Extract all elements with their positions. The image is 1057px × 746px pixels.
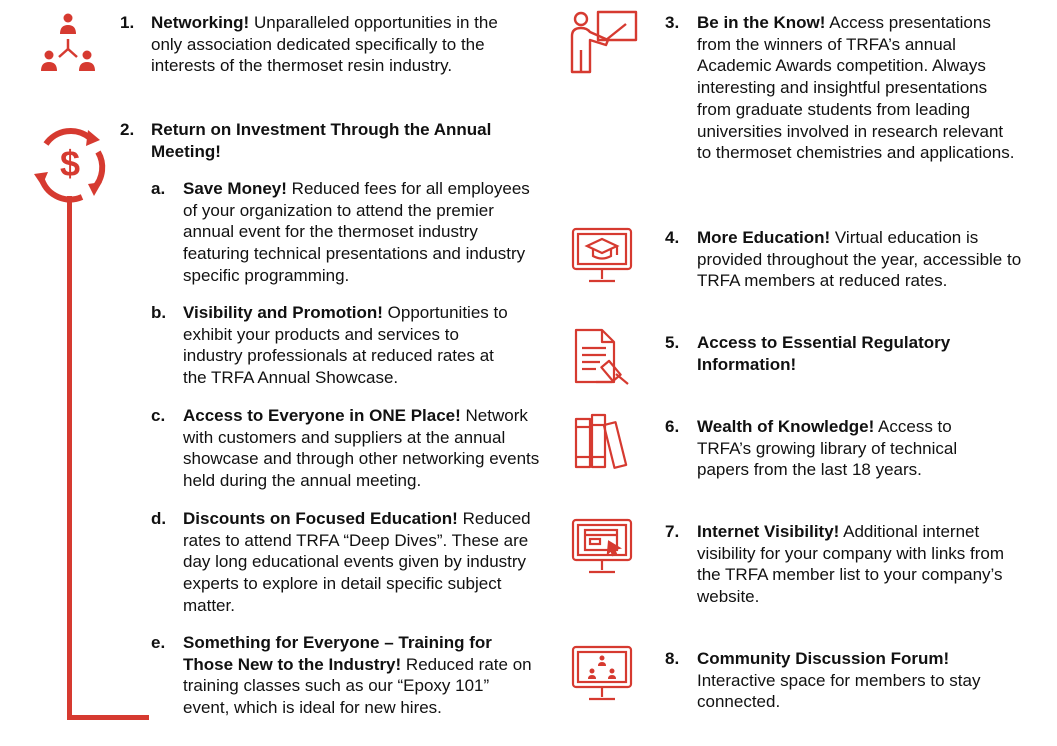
subitem-text: Reduced rate on training classes such as our “Epoxy 101” event, which is ideal for new hires.: [183, 654, 532, 718]
item-number: 3.: [665, 13, 680, 32]
people-network-icon: [40, 13, 98, 73]
item-lead: Return on Investment Through the Annual Meeting!: [151, 120, 492, 161]
subitem-text: Reduced fees for all employees of your organization to attend the premier annual event for the thermoset industry featuring technical presentations and industry specific programming.: [183, 179, 530, 285]
benefit-more-education: [665, 227, 1025, 292]
timeline-foot: [67, 715, 149, 720]
item-lead: Be in the Know!: [697, 13, 826, 32]
item-text: Virtual education is provided throughout the year, accessible to TRFA members at reduced rates.: [697, 228, 1022, 291]
item-number: 7.: [665, 522, 680, 541]
item-text: Access to TRFA’s growing library of technical papers from the last 18 years.: [697, 417, 958, 480]
item-number: 2.: [120, 120, 135, 139]
benefit-wealth-of-knowledge: [665, 416, 985, 481]
item-number: 8.: [665, 649, 680, 668]
subitem-lead: Discounts on Focused Education!: [183, 509, 458, 528]
subitem-lead: Something for Everyone – Training for Those New to the Industry!: [183, 633, 492, 674]
svg-text:$: $: [59, 143, 81, 184]
benefit-internet-visibility: [665, 521, 1015, 608]
subitem-lead: Save Money!: [183, 179, 287, 198]
subitem-access: [151, 405, 541, 492]
subitem-discounts: [151, 508, 536, 617]
item-lead: Networking!: [151, 13, 250, 32]
subitem-text: Opportunities to exhibit your products and services to industry professionals at reduced rates at the TRFA Annual Showcase.: [183, 303, 508, 388]
benefit-regulatory: [665, 332, 995, 375]
subitem-text: Reduced rates to attend TRFA “Deep Dives”. These are day long educational events given by industry experts to explore in detail specific subject matter.: [183, 509, 531, 615]
monitor-community-icon: [571, 645, 633, 703]
item-text: Access presentations from the winners of TRFA’s annual Academic Awards competition. Always interesting and insightful presentations from graduate students from leading universities involved in research relevant to thermoset chemistries and applications.: [697, 13, 1015, 163]
item-number: 5.: [665, 333, 680, 352]
item-lead: Wealth of Knowledge!: [697, 417, 875, 436]
item-text: Unparalleled opportunities in the only association dedicated specifically to the interests of the thermoset resin industry.: [151, 13, 498, 76]
item-text: Additional internet visibility for your company with links from the TRFA member list to your company’s website.: [697, 522, 1005, 607]
document-gavel-icon: [572, 328, 632, 386]
subitem-letter: e.: [151, 633, 166, 652]
books-icon: [573, 413, 635, 469]
benefit-roi: [120, 119, 530, 162]
subitem-visibility: [151, 302, 526, 389]
monitor-web-icon: [571, 518, 633, 576]
item-number: 6.: [665, 417, 680, 436]
subitem-lead: Visibility and Promotion!: [183, 303, 383, 322]
item-lead: Internet Visibility!: [697, 522, 840, 541]
item-text: Interactive space for members to stay connected.: [697, 670, 981, 712]
benefit-community-forum: [665, 648, 1010, 713]
item-lead: More Education!: [697, 228, 831, 247]
item-lead: Community Discussion Forum!: [697, 649, 950, 668]
benefit-networking: [120, 12, 530, 77]
item-number: 1.: [120, 13, 135, 32]
subitem-letter: b.: [151, 303, 167, 322]
subitem-training: [151, 632, 536, 719]
benefit-be-in-the-know: [665, 12, 1015, 164]
item-lead: Access to Essential Regulatory Information!: [697, 333, 951, 374]
subitem-letter: c.: [151, 406, 166, 425]
dollar-cycle-icon: [28, 122, 112, 206]
subitem-lead: Access to Everyone in ONE Place!: [183, 406, 461, 425]
subitem-letter: a.: [151, 179, 166, 198]
timeline-line: [67, 196, 72, 720]
item-number: 4.: [665, 228, 680, 247]
presenter-board-icon: [566, 10, 638, 76]
subitem-letter: d.: [151, 509, 167, 528]
monitor-graduation-cap-icon: [571, 227, 633, 285]
subitem-text: Network with customers and suppliers at the annual showcase and through other networking events held during the annual meeting.: [183, 406, 540, 491]
subitem-save-money: [151, 178, 531, 287]
